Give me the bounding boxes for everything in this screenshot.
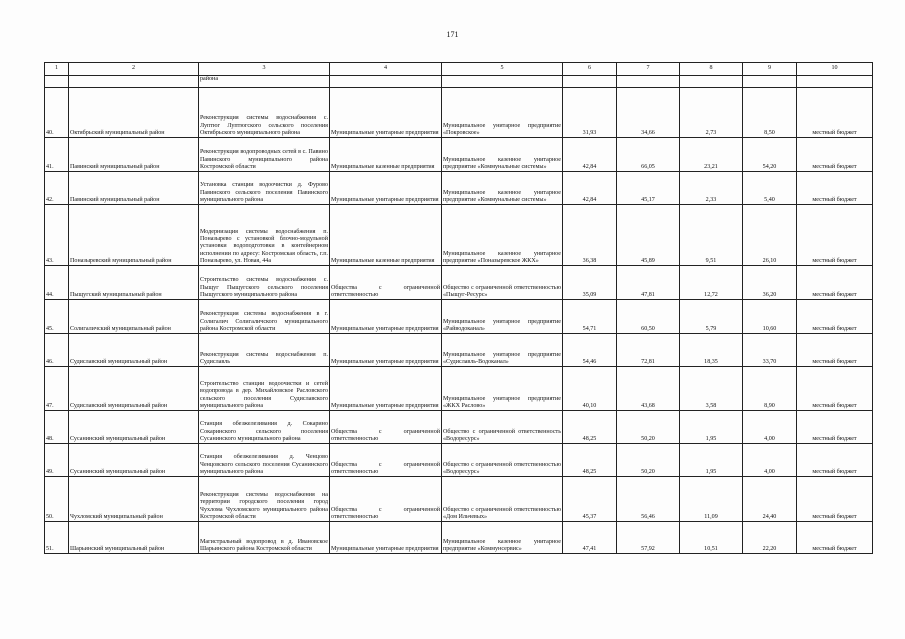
continuation-row [45, 76, 873, 88]
project-description: Реконструкция системы водоснабжения п. Судиславль [199, 334, 330, 367]
value-col-7: 66,05 [617, 138, 680, 172]
value-col-6: 36,38 [563, 205, 617, 266]
column-header: 2 [69, 63, 199, 76]
value-col-7: 56,46 [617, 477, 680, 522]
column-header: 3 [199, 63, 330, 76]
value-col-9: 26,10 [743, 205, 797, 266]
organization-form: Муниципальные казенные предприятия [330, 138, 442, 172]
row-number: 40. [45, 88, 69, 138]
funding-source: местный бюджет [797, 138, 873, 172]
value-col-8: 3,58 [680, 367, 743, 411]
value-col-8: 23,21 [680, 138, 743, 172]
project-description: Реконструкция водопроводных сетей в с. Павино Павинского муниципального района Костромской области [199, 138, 330, 172]
value-col-6: 54,46 [563, 334, 617, 367]
funding-source: местный бюджет [797, 172, 873, 205]
funding-source: местный бюджет [797, 300, 873, 334]
district-name: Павинский муниципальный район [69, 138, 199, 172]
value-col-6: 40,10 [563, 367, 617, 411]
column-header: 9 [743, 63, 797, 76]
table-row [45, 138, 873, 172]
organization-form: Муниципальные унитарные предприятия [330, 88, 442, 138]
value-col-7: 72,81 [617, 334, 680, 367]
district-name: Солигаличский муниципальный район [69, 300, 199, 334]
value-col-8: 1,95 [680, 411, 743, 444]
project-description: Модернизация системы водоснабжения п. Поназырево с установкой блочно-модульной установки водоподготовки в контейнерном исполнении по адресу: Костромская область, г.п. Поназырево, ул. Новая, 44а [199, 205, 330, 266]
district-name: Поназыревский муниципальный район [69, 205, 199, 266]
organization-name: Муниципальное унитарное предприятие «ЖКХ Раслово» [442, 367, 563, 411]
value-col-8: 2,73 [680, 88, 743, 138]
funding-source: местный бюджет [797, 522, 873, 554]
value-col-7: 57,92 [617, 522, 680, 554]
value-col-7: 34,66 [617, 88, 680, 138]
value-col-8: 18,35 [680, 334, 743, 367]
value-col-9: 22,20 [743, 522, 797, 554]
district-name: Сусанинский муниципальный район [69, 411, 199, 444]
organization-form: Общества с ограниченной ответственностью [330, 477, 442, 522]
value-col-8: 1,95 [680, 444, 743, 477]
table-row [45, 300, 873, 334]
organization-name: Муниципальное казенное унитарное предприятие «Коммунальные системы» [442, 138, 563, 172]
value-col-9: 33,70 [743, 334, 797, 367]
district-name: Павинский муниципальный район [69, 172, 199, 205]
value-col-9: 4,00 [743, 444, 797, 477]
project-description: Магистральный водопровод в д. Ивановское Шарьинского района Костромской области [199, 522, 330, 554]
value-col-6: 54,71 [563, 300, 617, 334]
value-col-8: 12,72 [680, 266, 743, 300]
value-col-9: 36,20 [743, 266, 797, 300]
funding-source: местный бюджет [797, 205, 873, 266]
value-col-7: 43,68 [617, 367, 680, 411]
row-number: 45. [45, 300, 69, 334]
value-col-8: 5,79 [680, 300, 743, 334]
organization-name: Общество с ограниченной ответственность «Водоресурс» [442, 411, 563, 444]
value-col-8: 11,09 [680, 477, 743, 522]
row-number: 46. [45, 334, 69, 367]
project-description: Реконструкция системы водоснабжения в г. Солигалич Солигаличского муниципального района Костромской области [199, 300, 330, 334]
funding-source: местный бюджет [797, 266, 873, 300]
district-name: Чухломский муниципальный район [69, 477, 199, 522]
table-row [45, 172, 873, 205]
row-number: 41. [45, 138, 69, 172]
organization-form: Муниципальные казенные предприятия [330, 205, 442, 266]
value-col-9: 8,90 [743, 367, 797, 411]
funding-source: местный бюджет [797, 411, 873, 444]
value-col-9: 8,50 [743, 88, 797, 138]
project-description: Установка станции водоочистки д. Фурово Павинского сельского поселения Павинского муниципального района [199, 172, 330, 205]
value-col-8: 2,33 [680, 172, 743, 205]
value-col-8: 10,51 [680, 522, 743, 554]
row-number: 47. [45, 367, 69, 411]
project-description: Строительство станции водоочистки и сетей водопровода в дер. Михайловское Расловского сельского поселения Судиславского муниципального района [199, 367, 330, 411]
organization-name: Общество с ограниченной ответственностью «Дом Ильчевых» [442, 477, 563, 522]
row-number: 48. [45, 411, 69, 444]
organization-form: Муниципальные унитарные предприятия [330, 522, 442, 554]
value-col-6: 48,25 [563, 444, 617, 477]
value-col-6: 45,37 [563, 477, 617, 522]
value-col-6: 42,84 [563, 172, 617, 205]
row-number: 50. [45, 477, 69, 522]
value-col-9: 5,40 [743, 172, 797, 205]
value-col-7: 45,17 [617, 172, 680, 205]
continuation-text: района [199, 76, 330, 88]
table-row [45, 88, 873, 138]
funding-source: местный бюджет [797, 444, 873, 477]
column-header: 7 [617, 63, 680, 76]
value-col-6: 31,93 [563, 88, 617, 138]
table-row [45, 444, 873, 477]
value-col-7: 50,20 [617, 444, 680, 477]
project-description: Станция обезжелезивания д. Сокарино Сокаринского сельского поселения Сусанинского муниципального района [199, 411, 330, 444]
table-row [45, 411, 873, 444]
organization-name: Муниципальное казенное унитарное предприятие «Коммунальные системы» [442, 172, 563, 205]
row-number: 42. [45, 172, 69, 205]
header-row [45, 63, 873, 76]
table-row [45, 334, 873, 367]
organization-name: Муниципальное унитарное предприятие «Судиславль-Водоканал» [442, 334, 563, 367]
value-col-6: 47,41 [563, 522, 617, 554]
organization-form: Муниципальные унитарные предприятия [330, 334, 442, 367]
value-col-9: 54,20 [743, 138, 797, 172]
district-name: Судиславский муниципальный район [69, 367, 199, 411]
column-header: 10 [797, 63, 873, 76]
organization-form: Общества с ограниченной ответственностью [330, 411, 442, 444]
organization-name: Муниципальное унитарное предприятие «Райводоканал» [442, 300, 563, 334]
organization-form: Муниципальные унитарные предприятия [330, 300, 442, 334]
value-col-7: 60,50 [617, 300, 680, 334]
table-row [45, 205, 873, 266]
column-header: 8 [680, 63, 743, 76]
column-header: 5 [442, 63, 563, 76]
value-col-7: 50,20 [617, 411, 680, 444]
organization-name: Муниципальное казенное унитарное предприятие «Коммунсервис» [442, 522, 563, 554]
value-col-7: 45,89 [617, 205, 680, 266]
district-name: Сусанинский муниципальный район [69, 444, 199, 477]
organization-form: Общества с ограниченной ответственностью [330, 444, 442, 477]
organization-name: Общество с ограниченной ответственностью «Пыщуг-Ресурс» [442, 266, 563, 300]
funding-source: местный бюджет [797, 88, 873, 138]
organization-name: Муниципальное унитарное предприятие «Покровское» [442, 88, 563, 138]
value-col-9: 10,60 [743, 300, 797, 334]
data-table [44, 62, 873, 554]
value-col-8: 9,51 [680, 205, 743, 266]
district-name: Судиславский муниципальный район [69, 334, 199, 367]
organization-form: Муниципальные унитарные предприятия [330, 172, 442, 205]
organization-form: Общества с ограниченной ответственностью [330, 266, 442, 300]
funding-source: местный бюджет [797, 367, 873, 411]
column-header: 4 [330, 63, 442, 76]
district-name: Пыщугский муниципальный район [69, 266, 199, 300]
row-number: 43. [45, 205, 69, 266]
column-header: 1 [45, 63, 69, 76]
table-row [45, 477, 873, 522]
organization-form: Муниципальные унитарные предприятия [330, 367, 442, 411]
district-name: Шарьинский муниципальный район [69, 522, 199, 554]
column-header: 6 [563, 63, 617, 76]
project-description: Реконструкция системы водоснабжения на территории городского поселения город Чухлома Чухломского муниципального района Костромской области [199, 477, 330, 522]
value-col-6: 42,84 [563, 138, 617, 172]
organization-name: Общество с ограниченной ответственностью «Водоресурс» [442, 444, 563, 477]
project-description: Строительство системы водоснабжения с. Пыщуг Пыщугского сельского поселения Пыщугского муниципального района [199, 266, 330, 300]
row-number: 44. [45, 266, 69, 300]
table-row [45, 367, 873, 411]
table-row [45, 266, 873, 300]
funding-source: местный бюджет [797, 334, 873, 367]
funding-source: местный бюджет [797, 477, 873, 522]
row-number: 51. [45, 522, 69, 554]
value-col-9: 4,00 [743, 411, 797, 444]
table-row [45, 522, 873, 554]
organization-name: Муниципальное казенное унитарное предприятие «Поназыревское ЖКХ» [442, 205, 563, 266]
project-description: Станция обезжелезивания д. Ченцово Ченцовского сельского поселения Сусанинского муниципального района [199, 444, 330, 477]
value-col-7: 47,81 [617, 266, 680, 300]
value-col-6: 48,25 [563, 411, 617, 444]
district-name: Октябрьский муниципальный район [69, 88, 199, 138]
value-col-9: 24,40 [743, 477, 797, 522]
value-col-6: 35,09 [563, 266, 617, 300]
project-description: Реконструкция системы водоснабжения с. Луптюг Луптюгского сельского поселения Октябрьского муниципального района [199, 88, 330, 138]
page-number: 171 [446, 30, 459, 39]
row-number: 49. [45, 444, 69, 477]
